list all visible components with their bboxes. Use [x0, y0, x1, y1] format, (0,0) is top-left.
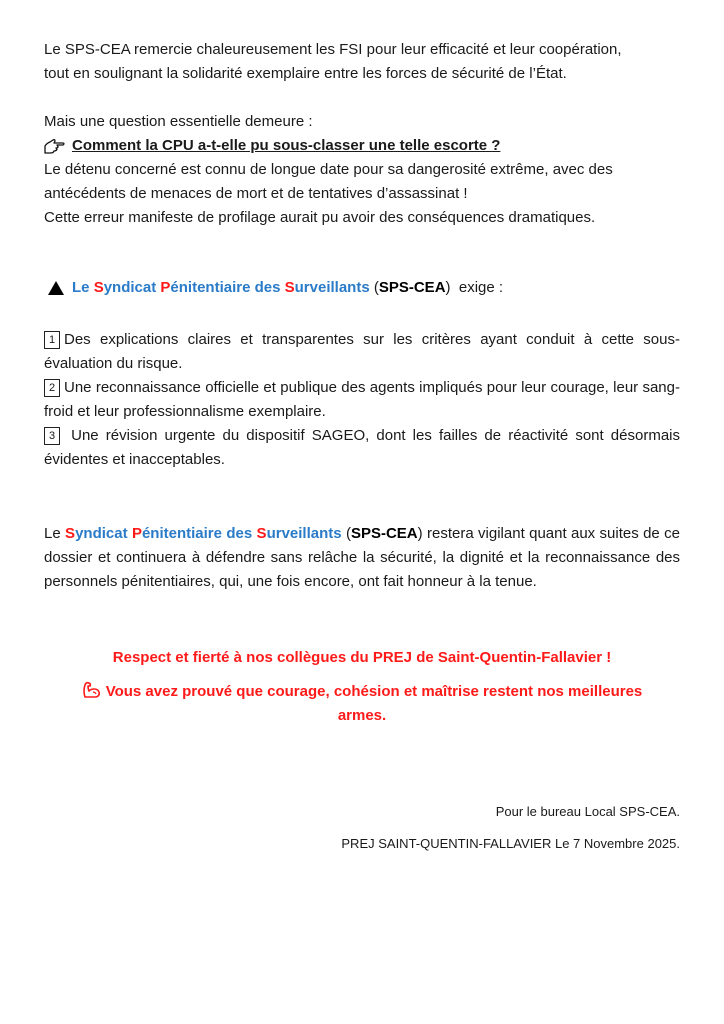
question-heading: [44, 134, 680, 158]
number-box-1: 1: [44, 331, 60, 349]
document-page: [44, 38, 680, 854]
flexed-biceps-icon: [82, 681, 102, 699]
demand-item: 3 Une révision urgente du dispositif SAGEO, dont les failles de réactivité sont désormais évidentes et inacceptables.: [44, 427, 680, 468]
question-text: Comment la CPU a-t-elle pu sous-classer une telle escorte ?: [72, 137, 501, 154]
question-lead: Mais une question essentielle demeure :: [44, 113, 313, 130]
intro-paragraph: [44, 38, 680, 86]
closing-paragraph: Le Syndicat Pénitentiaire des Surveillants (SPS-CEA) restera vigilant quant aux suites de ce dossier et continuera à défendre sans relâche la sécurité, la dignité et la reconnaissance des personnels pénitentiaires, qui, une fois encore, ont fait honneur à la tenue.: [44, 525, 680, 590]
demands-list: [44, 328, 680, 472]
question-detail-1: Le détenu concerné est connu de longue date pour sa dangerosité extrême, avec des antécédents de menaces de mort et de tentatives d’assassinat !: [44, 161, 613, 202]
demand-item: 1 Des explications claires et transparentes sur les critères ayant conduit à cette sous-évaluation du risque.: [44, 331, 680, 372]
signature-line-1: Pour le bureau Local SPS-CEA.: [495, 804, 680, 819]
intro-line-1: Le SPS-CEA remercie chaleureusement les FSI pour leur efficacité et leur coopération,: [44, 41, 622, 58]
pointing-hand-icon: [44, 138, 66, 154]
signature-line-2: PREJ SAINT-QUENTIN-FALLAVIER Le 7 Novembre 2025.: [341, 836, 680, 851]
number-box-2: 2: [44, 379, 60, 397]
demand-item: 2 Une reconnaissance officielle et publique des agents impliqués pour leur courage, leur sang-froid et leur professionnalisme exemplaire.: [44, 379, 680, 420]
triangle-icon: [48, 281, 64, 295]
question-detail-2: Cette erreur manifeste de profilage aurait pu avoir des conséquences dramatiques.: [44, 209, 596, 226]
tribute-line-2: Vous avez prouvé que courage, cohésion et maîtrise restent nos meilleures armes.: [44, 680, 680, 728]
demands-heading: Le Syndicat Pénitentiaire des Surveillants (SPS-CEA) exige :: [48, 276, 680, 300]
intro-line-2: tout en soulignant la solidarité exemplaire entre les forces de sécurité de l’État.: [44, 65, 567, 82]
number-box-3: 3: [44, 427, 60, 445]
tribute-line-1: Respect et fierté à nos collègues du PREJ de Saint-Quentin-Fallavier !: [112, 649, 612, 666]
demands-verb: exige :: [450, 279, 504, 296]
